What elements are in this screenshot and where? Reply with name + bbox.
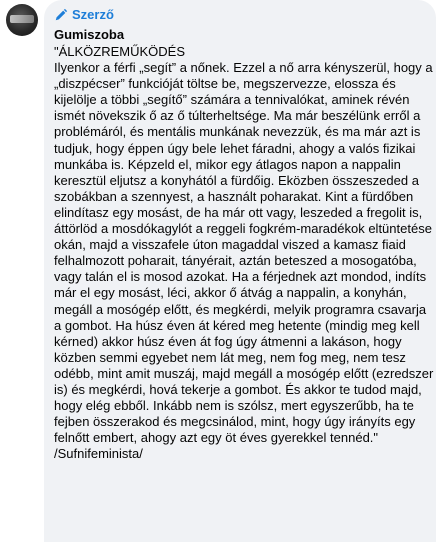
- author-badge-label: Szerző: [72, 7, 114, 22]
- author-name[interactable]: Gumiszoba: [54, 27, 125, 42]
- comment-text: "ÁLKÖZREMŰKÖDÉS Ilyenkor a férfi „segít” a nőnek. Ezzel a nő arra kényszerül, hogy a „diszpécser” funkcióját töltse be, megszervezze, elossza és kijelölje a többi „segítő” számára a tennivalókat, aminek révén ismét növekszik ő az ő túlterheltsége. Ma már beszélünk erről a problémáról, és mentális munkának nevezzük, és ma már azt is tudjuk, hogy éppen úgy bele lehet fáradni, ahogy a valós fizikai munkába is. Képzeld el, mikor egy átlagos napon a nappalin keresztül eljutsz a konyhától a fürdőig. Eközben összeszeded a szobákban a szennyest, a használt poharakat. Kint a fürdőben elindítasz egy mosást, de ha már ott vagy, leszeded a fregolit is, áttörlöd a mosdókagylót a reggeli fogkrém-maradékok eltüntetése okán, majd a visszafele úton magaddal viszed a kamasz fiaid felhalmozott poharait, tányérait, aztán beteszed a mosogatóba, vagy talán el is mosod azokat. Ha a férjednek azt mondod, indíts már el egy mosást, léci, akkor ő átvág a nappalin, a konyhán, megáll a mosógép előtt, és megkérdi, melyik programra csavarja a gombot. Ha húsz éven át kéred meg hetente (mindig meg kell kérned) akkor húsz éven át fog úgy átmenni a lakáson, hogy közben semmi egyebet nem lát meg, nem fog meg, nem tesz odébb, mint amit muszáj, majd megáll a mosógép előtt (ezredszer is) és megkérdi, hová tekerje a gombot. És akkor te tudod majd, hogy elég ebből. Inkább nem is szólsz, mert egyszerűbb, ha te fejben összerakod és megcsinálod, mint, hogy úgy irányíts egy felnőtt embert, ahogy azt egy öt éves gyerekkel tennéd." /Sufnifeminista/: [54, 44, 434, 462]
- author-badge[interactable]: [54, 7, 114, 23]
- comment-bubble: [44, 0, 436, 542]
- avatar[interactable]: [6, 4, 38, 36]
- pen-icon: [54, 8, 68, 22]
- avatar-logo: [10, 15, 34, 23]
